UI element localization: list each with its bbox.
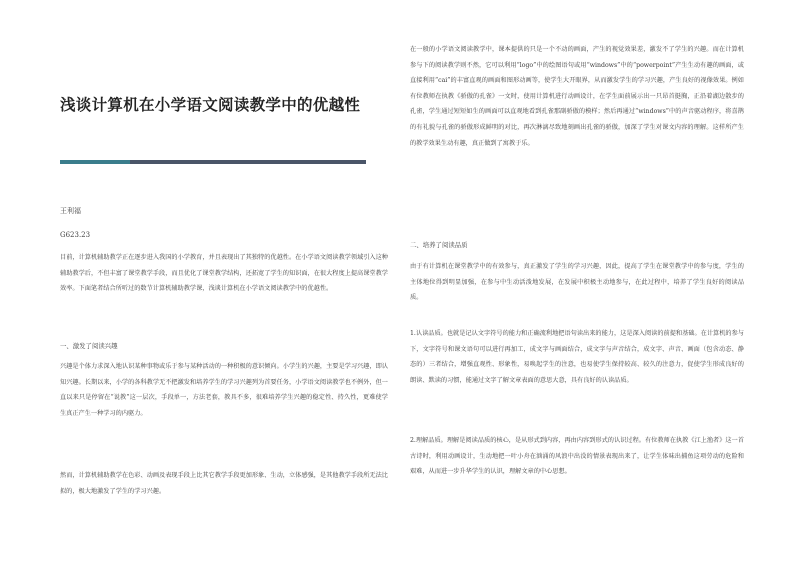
paper-title: 浅谈计算机在小学语文阅读教学中的优越性 — [60, 96, 361, 114]
author: 王利福 — [60, 207, 81, 215]
left-paragraph-3: 然而，计算机辅助教学在色彩、动画及表现手段上比其它教学手段更加形象、生动，立体感强，是其他教学手段所无法比拟的，极大地激发了学生的学习兴趣。 — [60, 472, 388, 495]
right-paragraph-1: 在一般的小学语文阅读教学中，课本提供的只是一个不动的画面，产生的视觉效果差，激发不了学生的兴趣。而在计算机参与下的阅读教学则不然，它可以利用“logo”中的绘图语句或用“windows”中的“powerpoint”产生生动有趣的画面，或直接利用“cai”的丰富直观的画面和图形动画等，使学生大开眼界，从而激发学生的学习兴趣，产生良好的视像效果。例如有位教师在执教《骄傲的孔雀》一文时，使用计算机进行动画设计，在学生面前展示出一只昂首挺胸，正沿着湖边散步的孔雀，学生通过短短如生的画面可以直观地看到孔雀那副骄傲的模样；然后再通过“windows”中的声音驱动程序，将喜鹊的有礼貌与孔雀的骄傲形成鲜明的对比，再次淋漓尽致地刻画出孔雀的骄傲，加深了学生对课文内容的理解。这样所产生的教学效果生动有趣，真正做到了寓教于乐。 — [410, 46, 744, 147]
right-heading-2: 二、培养了阅读品质 — [410, 241, 468, 249]
left-paragraph-2: 兴趣是个体力求深入地认识某种事物或乐于参与某种活动的一种积极的意识倾向。小学生的兴趣，主要是学习兴趣，即认知兴趣。长期以来，小学的各科教学无不把激发和培养学生的学习兴趣列为首要任务，小学语文阅读教学也不例外，但一直以来只是停留在“说教”这一层次，手段单一，方法老套，教具不多，很难培养学生兴趣的稳定性、持久性，更难使学生真正产生一种学习的内驱力。 — [60, 363, 388, 417]
right-paragraph-4: 2.理解品质。理解是阅读品质的核心，是从形式到内容，再由内容到形式的认识过程。有位教师在执教《江上渔者》这一首古诗时，利用动画设计，生动地把一叶小舟在汹涌的风浪中出没的情景表现出来了，让学生体味出捕鱼这项劳动的危险和艰难，从而进一步升华学生的认识，理解文章的中心思想。 — [410, 437, 744, 476]
right-paragraph-2: 由于有计算机在课堂教学中的有效参与，真正激发了学生的学习兴趣，因此，提高了学生在课堂教学中的参与度，学生的主体地位得到明显加强，在参与中生动活泼地发展，在发展中积极主动地参与，在此过程中，培养了学生良好的阅读品质。 — [410, 263, 744, 302]
classification-code: G623.23 — [60, 231, 91, 239]
title-rule-accent — [60, 160, 130, 164]
right-paragraph-3: 1.认读品质。也就是记认文字符号的能力和正确流利地把语句读出来的能力，这是深入阅读的前提和基础。在计算机的参与下，文字符号和课文语句可以进行再加工，成文字与画面结合，成文字与声音结合，成文字、声音、画面（包含动态、静态的）三者结合，增强直观性、形象性，易唤起学生的注意，也易使学生保持较高、较久的注意力，促使学生形成良好的朗读、默读的习惯，能通过文字了解文章表面的意思大意，具有良好的认读品质。 — [410, 330, 744, 384]
left-heading-1: 一、激发了阅读兴趣 — [60, 342, 118, 350]
left-paragraph-1: 目前，计算机辅助教学正在逐步进入我国的小学教育，并且表现出了其独特的优越性。在小学语文阅读教学领域引入这种辅助教学后，不但丰富了课堂教学手段，而且优化了课堂教学结构，还拓宽了学生的知识面，在很大程度上提高课堂教学效率。下面笔者结合所听过的数节计算机辅助教学课，浅谈计算机在小学语文阅读教学中的优越性。 — [60, 254, 388, 293]
